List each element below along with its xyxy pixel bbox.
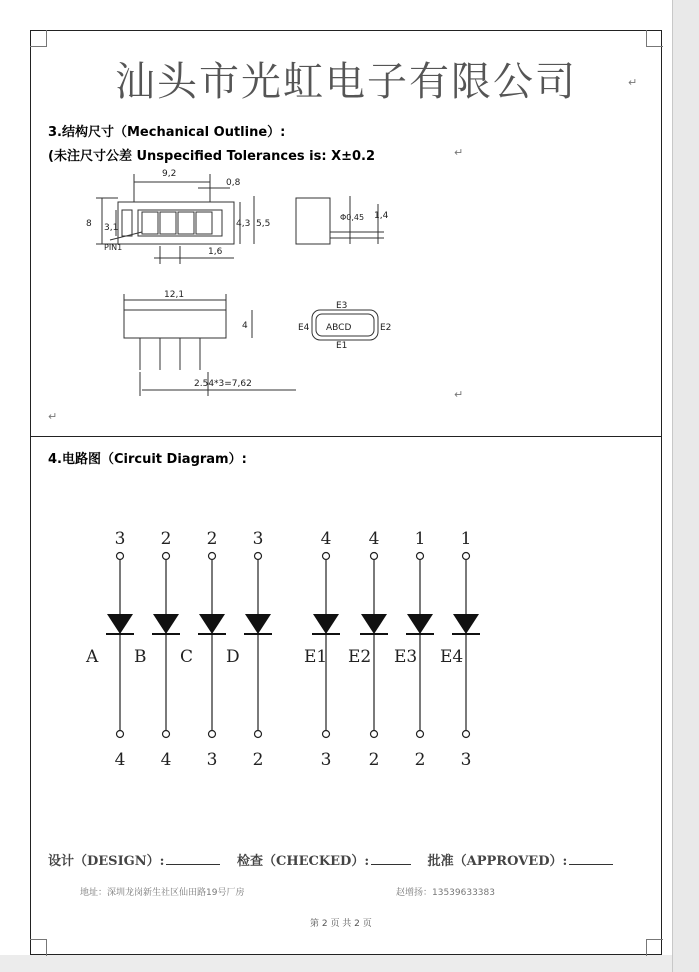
crop-mark-bottom-right: [646, 939, 663, 956]
seg-e3-label: E3: [336, 301, 348, 311]
approval-line: [48, 850, 617, 869]
segment-label: E2: [348, 647, 372, 667]
top-pin-terminal: [255, 553, 262, 560]
diode-symbol: [361, 614, 387, 634]
paragraph-mark: ↵: [454, 388, 464, 401]
top-pin-terminal: [463, 553, 470, 560]
diode-symbol: [407, 614, 433, 634]
top-pin-number: 2: [160, 529, 172, 549]
dim-12-1: 12,1: [164, 290, 185, 300]
digit-slot: [160, 212, 176, 234]
top-pin-number: 4: [320, 529, 332, 549]
bottom-pin-terminal: [163, 731, 170, 738]
top-pin-number: 1: [414, 529, 426, 549]
section3-heading: 3.结构尺寸（Mechanical Outline）:: [48, 125, 286, 140]
top-pin-terminal: [371, 553, 378, 560]
top-pin-terminal: [417, 553, 424, 560]
tolerance-note: (未注尺寸公差 Unspecified Tolerances is: X±0.2: [48, 149, 376, 164]
bottom-pin-terminal: [463, 731, 470, 738]
paragraph-mark: ↵: [48, 410, 58, 423]
crop-mark-top-right: [646, 30, 663, 47]
approved-label: 批准（APPROVED）:: [427, 854, 568, 869]
dim-0-8: 0,8: [226, 178, 241, 188]
digit-slot: [196, 212, 212, 234]
bottom-pin-number: 3: [206, 750, 218, 770]
segment-label: A: [86, 647, 99, 667]
pin-notch: [122, 210, 132, 236]
segment-label: D: [226, 647, 240, 667]
dim-8: 8: [86, 219, 92, 229]
crop-mark-top-left: [30, 30, 47, 47]
section4-heading: 4.电路图（Circuit Diagram）:: [48, 452, 247, 467]
company-title: 汕头市光虹电子有限公司: [115, 59, 577, 105]
bottom-pin-terminal: [417, 731, 424, 738]
segment-label: C: [180, 647, 194, 667]
display-front-view: [124, 310, 226, 338]
bottom-pin-terminal: [209, 731, 216, 738]
crop-mark-bottom-left: [30, 939, 47, 956]
page-edge-right: [672, 0, 699, 972]
bottom-pin-number: 4: [160, 750, 172, 770]
approved-blank[interactable]: [569, 852, 613, 865]
circuit-diagram: [30, 520, 662, 780]
display-side-view: [296, 198, 330, 244]
segment-label: E4: [440, 647, 464, 667]
seg-e4-label: E4: [298, 323, 310, 333]
diode-symbol: [107, 614, 133, 634]
paragraph-mark: ↵: [628, 76, 638, 89]
bottom-pin-number: 2: [414, 750, 426, 770]
page-number: 第 2 页 共 2 页: [310, 919, 372, 929]
top-pin-number: 4: [368, 529, 380, 549]
seg-e1-label: E1: [336, 341, 348, 351]
top-pin-number: 3: [252, 529, 264, 549]
dim-5-5: 5,5: [256, 219, 271, 229]
dim-1-4: 1,4: [374, 211, 389, 221]
bottom-pin-number: 3: [460, 750, 472, 770]
dim-pitch: 2.54*3=7,62: [194, 379, 252, 389]
top-pin-terminal: [163, 553, 170, 560]
design-blank[interactable]: [166, 852, 220, 865]
display-window: [138, 210, 222, 236]
top-pin-terminal: [117, 553, 124, 560]
diode-symbol: [313, 614, 339, 634]
segment-label: B: [134, 647, 147, 667]
bottom-pin-terminal: [255, 731, 262, 738]
dim-1-6: 1,6: [208, 247, 223, 257]
diode-symbol: [153, 614, 179, 634]
seg-abcd-label: ABCD: [326, 323, 352, 333]
bottom-pin-number: 2: [368, 750, 380, 770]
bottom-pin-terminal: [117, 731, 124, 738]
address: 地址：深圳龙岗新生社区仙田路19号厂房: [80, 888, 245, 898]
checked-blank[interactable]: [371, 852, 411, 865]
top-pin-terminal: [209, 553, 216, 560]
bottom-pin-number: 3: [320, 750, 332, 770]
top-pin-terminal: [323, 553, 330, 560]
page-edge-bottom: [0, 955, 672, 972]
mechanical-outline-drawing: [30, 160, 662, 430]
segment-label: E3: [394, 647, 418, 667]
diode-symbol: [453, 614, 479, 634]
checked-label: 检查（CHECKED）:: [236, 854, 370, 869]
top-pin-number: 2: [206, 529, 218, 549]
diode-symbol: [245, 614, 271, 634]
dim-4: 4: [242, 321, 248, 331]
paragraph-mark: ↵: [454, 146, 464, 159]
digit-slot: [142, 212, 158, 234]
segment-label: E1: [304, 647, 328, 667]
contact: 赵增扬：13539633383: [396, 888, 495, 898]
digit-slot: [178, 212, 194, 234]
top-pin-number: 3: [114, 529, 126, 549]
dim-9-2: 9,2: [162, 169, 177, 179]
dim-0-45: Φ0,45: [340, 213, 365, 222]
bottom-pin-number: 4: [114, 750, 126, 770]
dim-4-3: 4,3: [236, 219, 251, 229]
pin1-label: PIN1: [104, 243, 123, 252]
dim-3-1: 3,1: [104, 223, 119, 233]
seg-e2-label: E2: [380, 323, 392, 333]
top-pin-number: 1: [460, 529, 472, 549]
bottom-pin-terminal: [323, 731, 330, 738]
bottom-pin-terminal: [371, 731, 378, 738]
bottom-pin-number: 2: [252, 750, 264, 770]
section-divider: [30, 436, 662, 437]
design-label: 设计（DESIGN）:: [48, 854, 165, 869]
diode-symbol: [199, 614, 225, 634]
